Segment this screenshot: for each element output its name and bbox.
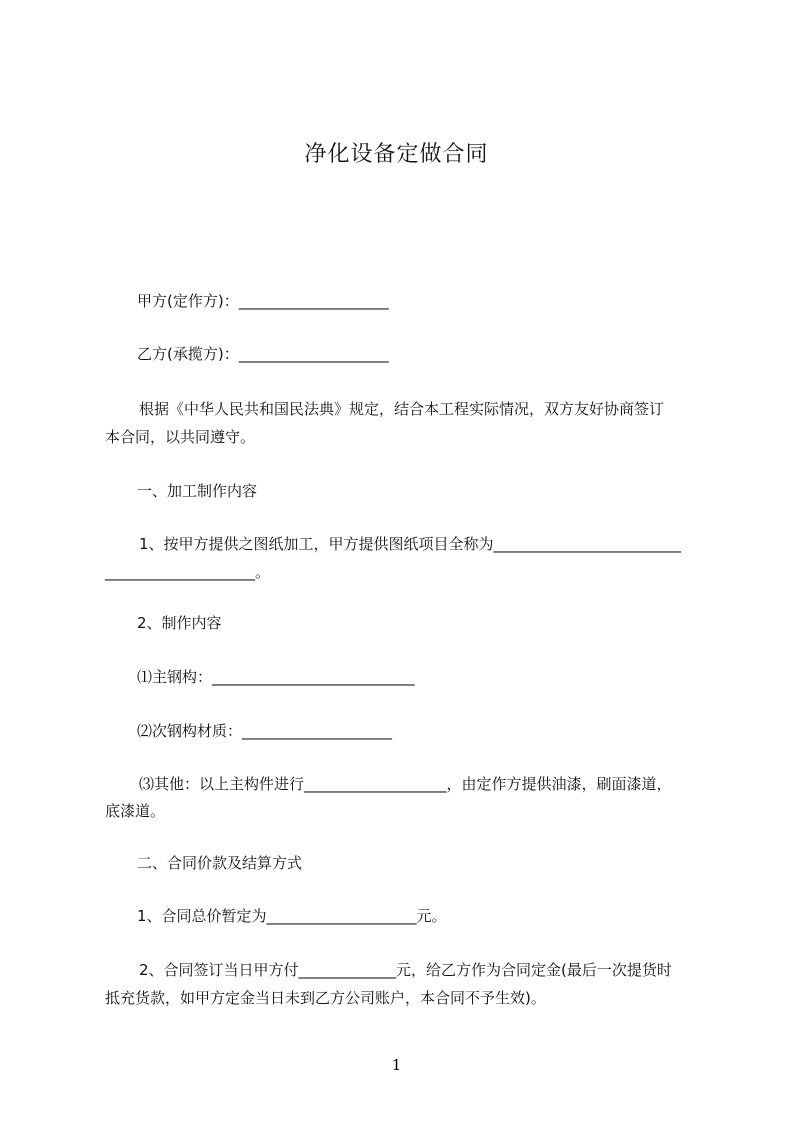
clause-1-2: 2、制作内容 (137, 614, 222, 632)
clause-2-2-line-2: 抵充货款，如甲方定金当日未到乙方公司账户，本合同不予生效)。 (105, 989, 546, 1007)
party-b-line: 乙方(承揽方)：____________________ (137, 345, 389, 363)
party-a-line: 甲方(定作方)：____________________ (137, 292, 389, 310)
item-other-line-1: ⑶其他：以上主构件进行___________________，由定作方提供油漆，刷面漆道， (139, 775, 672, 793)
item-main-steel: ⑴主钢构：___________________________ (137, 668, 415, 686)
clause-2-2-line-1: 2、合同签订当日甲方付_____________元，给乙方作为合同定金(最后一次提货时 (139, 961, 672, 979)
item-other-line-2: 底漆道。 (105, 802, 166, 820)
item-secondary-steel: ⑵次钢构材质：____________________ (137, 722, 393, 740)
intro-paragraph-line-2: 本合同，以共同遵守。 (105, 428, 256, 446)
clause-1-1-line-2: ____________________。 (105, 563, 271, 581)
intro-paragraph-line-1: 根据《中华人民共和国民法典》规定，结合本工程实际情况，双方友好协商签订 (139, 400, 665, 418)
clause-2-1: 1、合同总价暂定为____________________元。 (137, 907, 447, 925)
clause-1-1-line-1: 1、按甲方提供之图纸加工，甲方提供图纸项目全称为_________________________ (139, 535, 682, 553)
page-number: 1 (391, 1056, 402, 1074)
section-heading-1: 一、加工制作内容 (137, 482, 258, 500)
document-title: 净化设备定做合同 (304, 142, 489, 167)
section-heading-2: 二、合同价款及结算方式 (137, 854, 303, 872)
